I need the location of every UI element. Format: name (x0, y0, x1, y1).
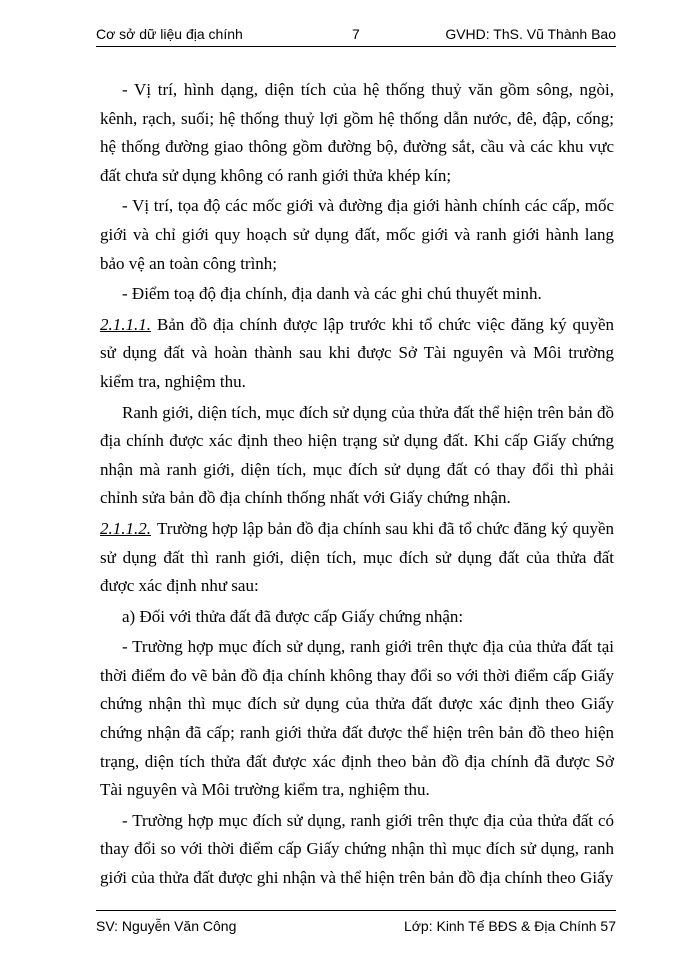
header-course-title: Cơ sở dữ liệu địa chính (96, 26, 243, 42)
section-text: Trường hợp lập bản đồ địa chính sau khi đã tổ chức đăng ký quyền sử dụng đất thì ranh giới, diện tích, mục đích sử dụng đất của thửa đất được xác định như sau: (100, 518, 614, 596)
section-2-1-1-2 (100, 515, 614, 601)
footer-class: Lớp: Kinh Tế BĐS & Địa Chính 57 (403, 918, 616, 934)
section-text: Bản đồ địa chính được lập trước khi tổ chức việc đăng ký quyền sử dụng đất và hoàn thành sau khi được Sở Tài nguyên và Môi trường kiểm tra, nghiệm thu. (100, 314, 614, 391)
paragraph-hydrology: - Vị trí, hình dạng, diện tích của hệ thống thuỷ văn gồm sông, ngòi, kênh, rạch, suối; hệ thống thuỷ lợi gồm hệ thống dẫn nước, đê, đập, cống; hệ thống đường giao thông gồm đường bộ, đường sắt, cầu và các khu vực đất chưa sử dụng không có ranh giới thửa khép kín; (100, 80, 614, 185)
section-2-1-1-1 (100, 311, 614, 397)
header-page-number: 7 (352, 26, 360, 42)
header-divider (96, 46, 616, 47)
page-header (96, 22, 616, 48)
section-number: 2.1.1.1. (100, 314, 151, 334)
footer-student: SV: Nguyễn Văn Công (96, 918, 237, 934)
paragraph-unchanged-case: - Trường hợp mục đích sử dụng, ranh giới trên thực địa của thửa đất tại thời điểm đo vẽ bản đồ địa chính không thay đổi so với thời điểm cấp Giấy chứng nhận thì mục đích sử dụng của thửa đất được xác định theo Giấy chứng nhận đã cấp; ranh giới thửa đất được thể hiện trên bản đồ theo hiện trạng, diện tích thửa đất được xác định theo bản đồ địa chính đã được Sở Tài nguyên và Môi trường kiểm tra, nghiệm thu. (100, 637, 614, 800)
header-instructor: GVHD: ThS. Vũ Thành Bao (445, 26, 616, 42)
paragraph-certified-land: a) Đối với thửa đất đã được cấp Giấy chứng nhận: (122, 606, 464, 626)
footer-divider (96, 910, 616, 911)
paragraph-coordinates: - Điểm toạ độ địa chính, địa danh và các ghi chú thuyết minh. (122, 284, 542, 304)
page-body (100, 76, 614, 895)
section-number: 2.1.1.2. (100, 518, 151, 538)
paragraph-changed-case: - Trường hợp mục đích sử dụng, ranh giới trên thực địa của thửa đất có thay đổi so với thời điểm cấp Giấy chứng nhận thì mục đích sử dụng, ranh giới của thửa đất được ghi nhận và thể hiện trên bản đồ địa chính theo Giấy (100, 810, 614, 888)
page-footer (96, 918, 616, 942)
paragraph-land-boundaries: Ranh giới, diện tích, mục đích sử dụng của thửa đất thể hiện trên bản đồ địa chính được xác định theo hiện trạng sử dụng đất. Khi cấp Giấy chứng nhận mà ranh giới, diện tích, mục đích sử dụng đất có thay đổi thì phải chỉnh sửa bản đồ địa chính thống nhất với Giấy chứng nhận. (100, 402, 614, 508)
paragraph-boundary-markers: - Vị trí, tọa độ các mốc giới và đường địa giới hành chính các cấp, mốc giới và chỉ giới quy hoạch sử dụng đất, mốc giới và ranh giới hành lang bảo vệ an toàn công trình; (100, 196, 614, 273)
